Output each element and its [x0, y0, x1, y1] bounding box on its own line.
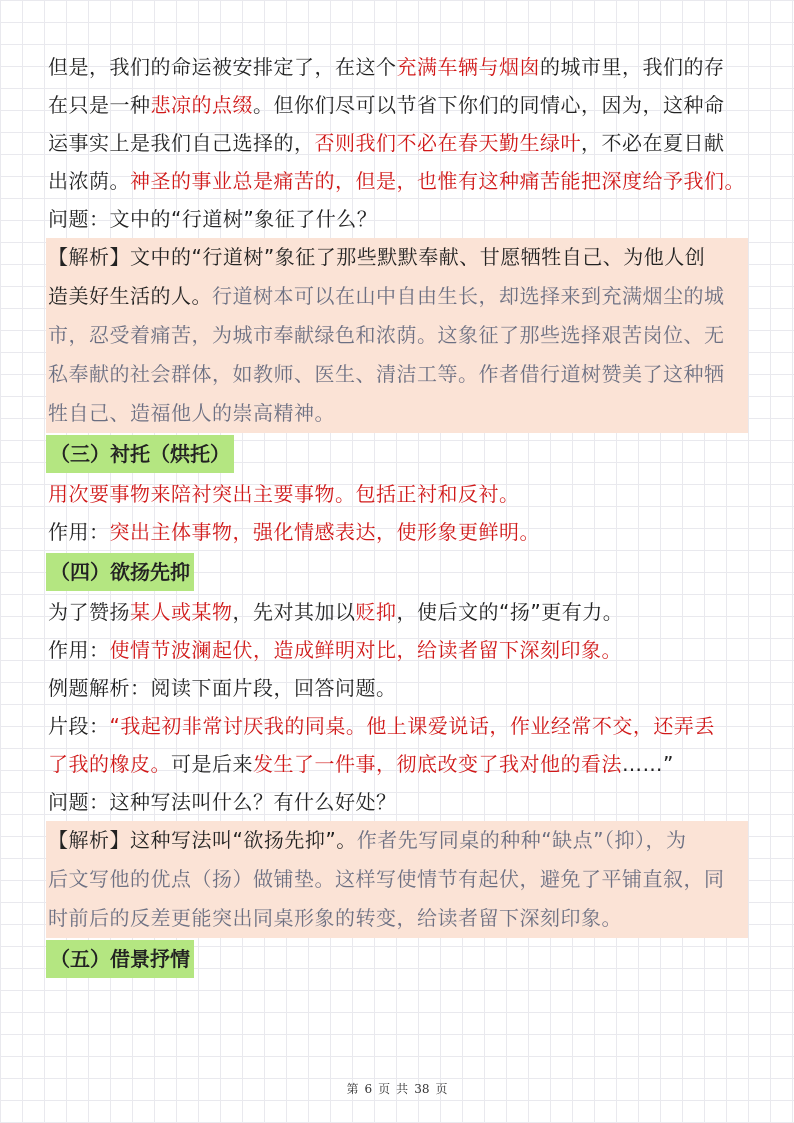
fragment-line-2 — [48, 745, 748, 783]
text: 。但你们尽可以节省下你们的同情心，因为，这种命 — [253, 93, 725, 117]
text: 为了赞扬 — [48, 600, 130, 624]
text: ，先对其加以 — [232, 600, 356, 624]
highlight-text: 某人或某物 — [130, 600, 233, 624]
effect-text: 使情节波澜起伏，造成鲜明对比，给读者留下深刻印象。 — [109, 638, 622, 662]
footer-text: 第 — [346, 1082, 359, 1096]
footer-text: 页 — [378, 1082, 391, 1096]
paragraph-line-2 — [48, 86, 748, 124]
text: 这种写法叫“欲扬先抑”。 — [130, 828, 357, 852]
definition-4 — [48, 593, 748, 631]
section-heading-5: （五）借景抒情 — [46, 940, 194, 978]
analysis-line — [48, 821, 746, 860]
text: 文中的“行道树”象征了那些默默奉献、甘愿牺牲自己、为他人创 — [130, 245, 706, 269]
paragraph-line-3 — [48, 124, 748, 162]
example-intro: 例题解析：阅读下面片段，回答问题。 — [48, 676, 397, 700]
analysis-line: 牲自己、造福他人的崇高精神。 — [48, 401, 335, 425]
analysis-box-1 — [46, 238, 748, 433]
footer-text: 共 — [396, 1082, 409, 1096]
effect-text: 突出主体事物，强化情感表达，使形象更鲜明。 — [109, 520, 540, 544]
analysis-line: 后文写他的优点（扬）做铺垫。这样写使情节有起伏，避免了平铺直叙，同 — [48, 867, 725, 891]
fragment-text: 了我的橡皮。 — [48, 752, 171, 776]
label: 作用： — [48, 638, 110, 662]
highlight-text: 贬抑 — [355, 600, 397, 624]
analysis-line: 私奉献的社会群体，如教师、医生、清洁工等。作者借行道树赞美了这种牺 — [48, 362, 725, 386]
fragment-text: 可是后来 — [171, 752, 253, 776]
text: 作者先写同桌的种种“缺点”（抑），为 — [356, 828, 687, 852]
footer-text: 页 — [435, 1082, 448, 1096]
analysis-tag: 【解析】 — [48, 828, 130, 852]
section-heading-3: （三）衬托（烘托） — [46, 435, 234, 473]
analysis-line — [48, 238, 746, 277]
page-total: 38 — [414, 1082, 430, 1096]
analysis-line — [48, 277, 746, 316]
page-number: 6 — [364, 1082, 373, 1096]
fragment-text: “我起初非常讨厌我的同桌。他上课爱说话，作业经常不交，还弄丢 — [109, 714, 715, 738]
highlight-text: 充满车辆与烟囱 — [396, 55, 540, 79]
section-heading-4: （四）欲扬先抑 — [46, 553, 194, 591]
text: 造美好生活的人。 — [48, 284, 212, 308]
text: ，不必在夏日献 — [581, 131, 725, 155]
page-content — [48, 48, 748, 980]
analysis-line: 时前后的反差更能突出同桌形象的转变，给读者留下深刻印象。 — [48, 906, 622, 930]
label: 片段： — [48, 714, 110, 738]
effect-3 — [48, 513, 748, 551]
analysis-line: 市，忍受着痛苦，为城市奉献绿色和浓荫。这象征了那些选择艰苦岗位、无 — [48, 323, 725, 347]
text: ，使后文的“扬”更有力。 — [396, 600, 624, 624]
fragment-text: 发生了一件事，彻底改变了我对他的看法 — [253, 752, 622, 776]
page-footer — [0, 1080, 794, 1097]
effect-4 — [48, 631, 748, 669]
fragment-line-1 — [48, 707, 748, 745]
definition-3: 用次要事物来陪衬突出主要事物。包括正衬和反衬。 — [48, 482, 520, 506]
analysis-box-2 — [46, 821, 748, 938]
highlight-text: 神圣的事业总是痛苦的，但是，也惟有这种痛苦能把深度给予我们。 — [130, 169, 745, 193]
text: 在只是一种 — [48, 93, 151, 117]
text: 但是，我们的命运被安排定了，在这个 — [48, 55, 397, 79]
text: 出浓荫。 — [48, 169, 130, 193]
highlight-text: 否则我们不必在春天勤生绿叶 — [314, 131, 581, 155]
question-2: 问题：这种写法叫什么？有什么好处？ — [48, 790, 397, 814]
fragment-text: ……” — [622, 752, 674, 776]
paragraph-line-4 — [48, 162, 748, 200]
text: 行道树本可以在山中自由生长，却选择来到充满烟尘的城 — [212, 284, 725, 308]
text: 的城市里，我们的存 — [540, 55, 725, 79]
paragraph-line-1 — [48, 48, 748, 86]
analysis-tag: 【解析】 — [48, 245, 130, 269]
label: 作用： — [48, 520, 110, 544]
question-1: 问题：文中的“行道树”象征了什么？ — [48, 207, 378, 231]
highlight-text: 悲凉的点缀 — [150, 93, 253, 117]
text: 运事实上是我们自己选择的， — [48, 131, 315, 155]
